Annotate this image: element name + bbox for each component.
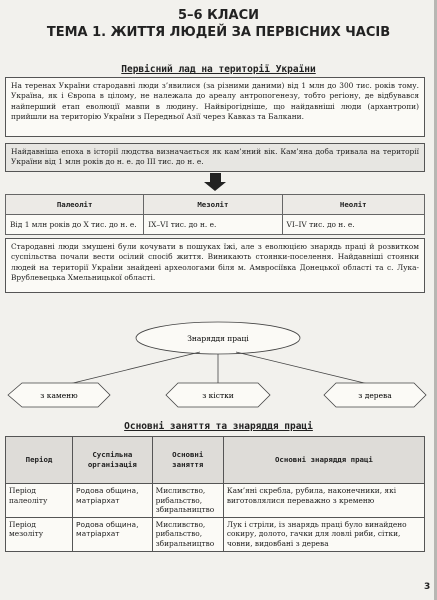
diagram-label-stone: з каменю [40,391,78,400]
row1-organization: Родова община, матріархат [73,484,153,518]
stone-age-paragraph: Найдавніша епоха в історії людства визначається як кам’яний вік. Кам’яна доба тривала на території України від 1 млн років до н. е. до ІІІ тис. до н. е. [5,143,425,172]
header-mesolithic: Мезоліт [144,195,282,215]
mesolithic-dates: ІХ–VI тис. до н. е. [144,215,282,235]
periods-table [5,194,425,235]
row1-tools: Кам’яні скребла, рубила, наконечники, які виготовлялися переважно з кременю [223,484,424,518]
header-period: Період [6,437,73,484]
header-neolithic: Неоліт [282,195,424,215]
occupations-table [5,436,425,552]
neolithic-dates: VI–IV тис. до н. е. [282,215,424,235]
table-row [6,517,425,551]
tools-diagram [0,316,437,416]
header-tools: Основні знаряддя праці [223,437,424,484]
diagram-label-wood: з дерева [358,391,392,400]
periods-value-row [6,215,425,235]
header-occupations: Основні заняття [152,437,223,484]
row1-occupation: Мисливство, рибальство, збиральництво [152,484,223,518]
row2-tools: Лук і стріли, із знарядь праці було винайдено сокиру, долото, гачки для ловлі риби, сітки, човни, видовбані з дерева [223,517,424,551]
grade-heading: 5–6 КЛАСИ [177,8,260,23]
header-paleolithic: Палеоліт [6,195,144,215]
paleolithic-dates: Від 1 млн років до Х тис. до н. е. [6,215,144,235]
row2-organization: Родова община, матріархат [73,517,153,551]
table-row [6,484,425,518]
settlements-paragraph: Стародавні люди змушені були кочувати в пошуках їжі, але з еволюцією знарядь праці й розвитком суспільства почали вести осілий спосіб життя. Виникають стоянки-поселення. Найдавніші стоянки людей на території України знайдені археологами біля м. Амвросіївка Донецької області та с. Лука-Врублевецька Хмельницької області. [5,238,425,293]
occupations-header-row [6,437,425,484]
intro-paragraph: На теренах України стародавні люди з’явилися (за різними даними) від 1 млн до 300 тис. років тому. Україна, як і Європа в цілому, не належала до ареалу антропогенезу, тобто регіону, де відбувався найперший етап еволюції мавпи в людину. Найвірогідніше, що найдавніші люди (архантропи) прийшли на територію України з Передньої Азії через Кавказ та Балкани. [5,77,425,137]
diagram-center-label: Знаряддя праці [187,334,249,343]
row1-period: Період палеоліту [6,484,73,518]
periods-header-row [6,195,425,215]
diagram-label-bone: з кістки [202,391,234,400]
section-title-1: Первісний лад на території України [121,64,316,75]
row2-period: Період мезоліту [6,517,73,551]
page-number: 3 [424,582,431,592]
section-title-2: Основні заняття та знаряддя праці [124,421,313,432]
topic-title: ТЕМА 1. ЖИТТЯ ЛЮДЕЙ ЗА ПЕРВІСНИХ ЧАСІВ [46,25,391,40]
header-social-organization: Суспільна організація [73,437,153,484]
row2-occupation: Мисливство, рибальство, збиральництво [152,517,223,551]
down-arrow-head [204,182,226,191]
